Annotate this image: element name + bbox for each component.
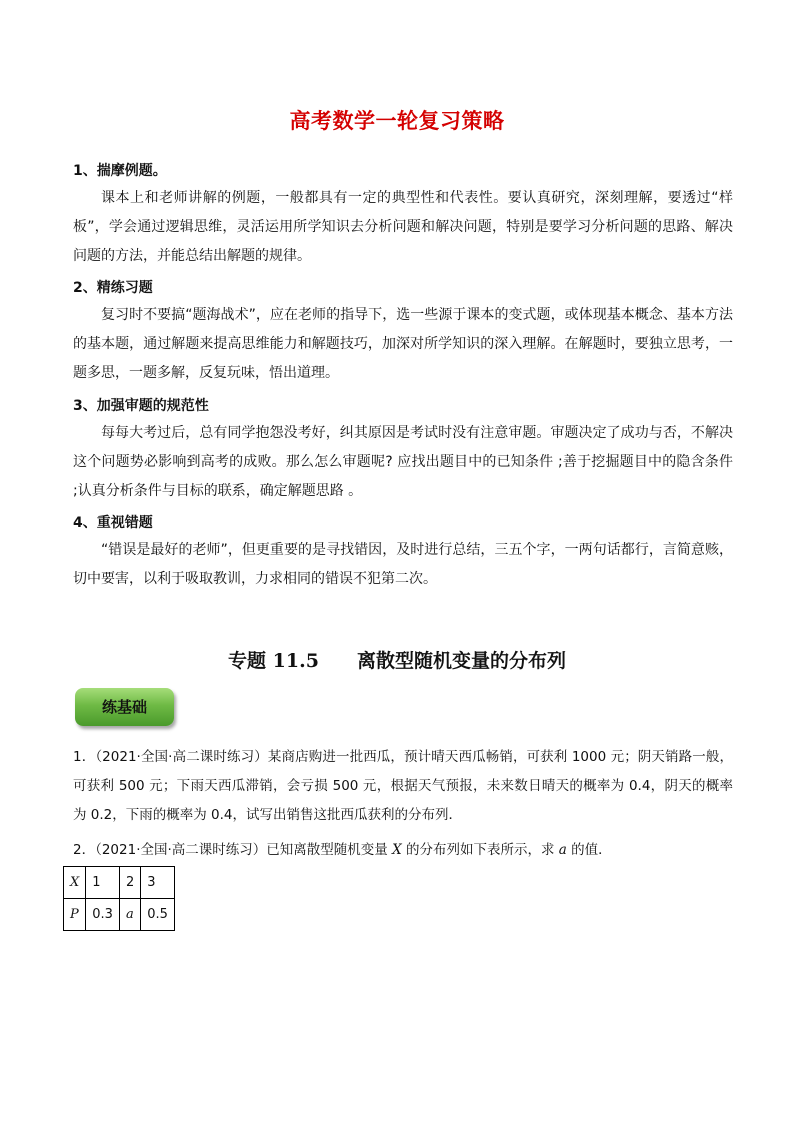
section-body: 每每大考过后，总有同学抱怨没考好，纠其原因是考试时没有注意审题。审题决定了成功与否，不解决这个问题势必影响到高考的成败。那么怎么审题呢? 应找出题目中的已知条件 ;善于挖掘题目中的隐含条件 ;认真分析条件与目标的联系，确定解题思路 。	[73, 425, 733, 499]
variable-x: X	[392, 842, 402, 858]
question-2	[73, 836, 733, 865]
section-2	[73, 275, 733, 388]
page-title: 高考数学一轮复习策略	[289, 109, 505, 133]
question-1: 1．（2021·全国·高二课时练习）某商店购进一批西瓜，预计晴天西瓜畅销，可获利 1000 元；阴天销路一般，可获利 500 元；下雨天西瓜滞销，会亏损 500 元，根据天气预报，未来数日晴天的概率为 0.4，阴天的概率为 0.2，下雨的概率为 0.4，试写出销售这批西瓜获利的分布列．	[73, 749, 733, 823]
section-body: 复习时不要搞“题海战术”，应在老师的指导下，选一些源于课本的变式题，或体现基本概念、基本方法的基本题，通过解题来提高思维能力和解题技巧，加深对所学知识的深入理解。在解题时，要独立思考，一题多思，一题多解，反复玩味，悟出道理。	[73, 307, 733, 381]
topic-number: 专题 11.5	[228, 650, 319, 672]
variable-a: a	[558, 842, 567, 858]
table-row	[64, 867, 175, 899]
section-3	[73, 393, 733, 506]
section-heading: 1、揣摩例题。	[73, 163, 167, 179]
section-heading: 3、加强审题的规范性	[73, 398, 209, 414]
table-cell: a	[119, 899, 140, 931]
section-1	[73, 158, 733, 271]
distribution-table	[63, 866, 175, 931]
table-cell: 1	[86, 867, 120, 899]
table-row	[64, 899, 175, 931]
table-cell: P	[64, 899, 86, 931]
table-cell: 3	[141, 867, 175, 899]
practice-basics-badge: 练基础	[75, 688, 174, 726]
table-cell: 2	[119, 867, 140, 899]
table-cell: 0.5	[141, 899, 175, 931]
question-2-prefix: 2．（2021·全国·高二课时练习）已知离散型随机变量	[73, 842, 393, 858]
question-2-suffix: 的值．	[566, 842, 612, 858]
question-2-middle: 的分布列如下表所示，求	[401, 842, 559, 858]
table-cell: 0.3	[86, 899, 120, 931]
section-body: 课本上和老师讲解的例题，一般都具有一定的典型性和代表性。要认真研究，深刻理解，要透过“样板”，学会通过逻辑思维，灵活运用所学知识去分析问题和解决问题，特别是要学习分析问题的思路、解决问题的方法，并能总结出解题的规律。	[73, 190, 733, 264]
section-heading: 4、重视错题	[73, 515, 153, 531]
topic-name: 离散型随机变量的分布列	[356, 650, 566, 672]
section-heading: 2、精练习题	[73, 280, 153, 296]
topic-title	[0, 646, 794, 673]
table-cell: X	[64, 867, 86, 899]
section-body: “错误是最好的老师”，但更重要的是寻找错因，及时进行总结，三五个字，一两句话都行，言简意赅，切中要害，以利于吸取教训，力求相同的错误不犯第二次。	[73, 542, 733, 587]
section-4	[73, 510, 733, 594]
